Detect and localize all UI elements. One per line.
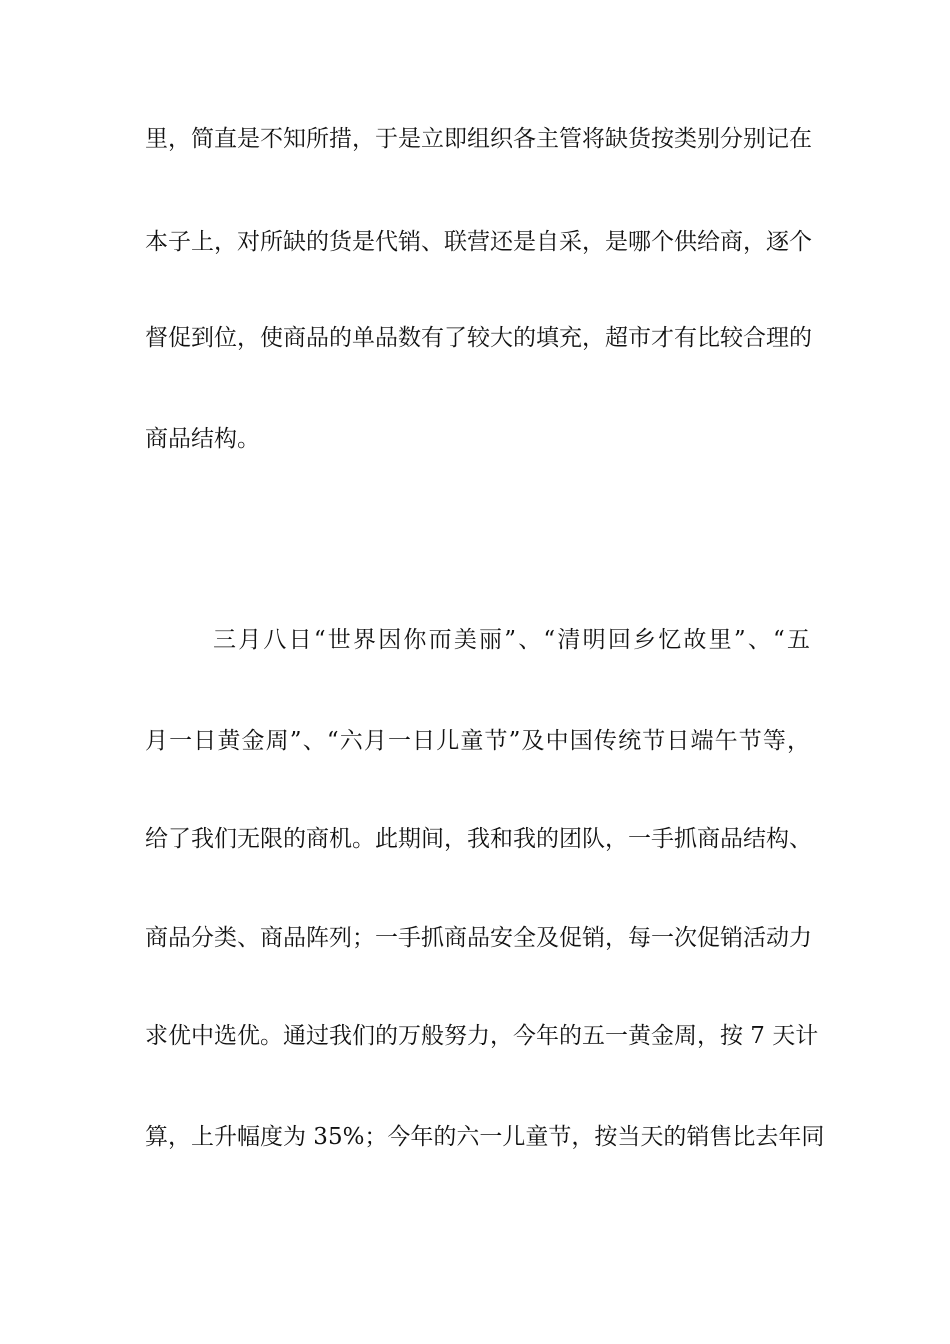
paragraph-2-line-5: 求优中选优。通过我们的万般努力，今年的五一黄金周，按 7 天计 <box>145 1023 819 1049</box>
paragraph-2-line-2: 月一日黄金周”、“六月一日儿童节”及中国传统节日端午节等， <box>145 728 810 754</box>
paragraph-1-line-4: 商品结构。 <box>145 426 260 452</box>
paragraph-1-line-2: 本子上，对所缺的货是代销、联营还是自采，是哪个供给商，逐个 <box>145 229 812 255</box>
paragraph-1-line-1: 里，简直是不知所措，于是立即组织各主管将缺货按类别分别记在 <box>145 126 812 152</box>
paragraph-2-line-1: 三月八日“世界因你而美丽”、“清明回乡忆故里”、“五 <box>213 627 810 653</box>
paragraph-2-line-4: 商品分类、商品阵列；一手抓商品安全及促销，每一次促销活动力 <box>145 925 812 951</box>
paragraph-1-line-3: 督促到位，使商品的单品数有了较大的填充，超市才有比较合理的 <box>145 325 812 351</box>
paragraph-2-line-3: 给了我们无限的商机。此期间，我和我的团队，一手抓商品结构、 <box>145 826 812 852</box>
paragraph-2-line-6: 算，上升幅度为 35%；今年的六一儿童节，按当天的销售比去年同 <box>145 1124 825 1150</box>
